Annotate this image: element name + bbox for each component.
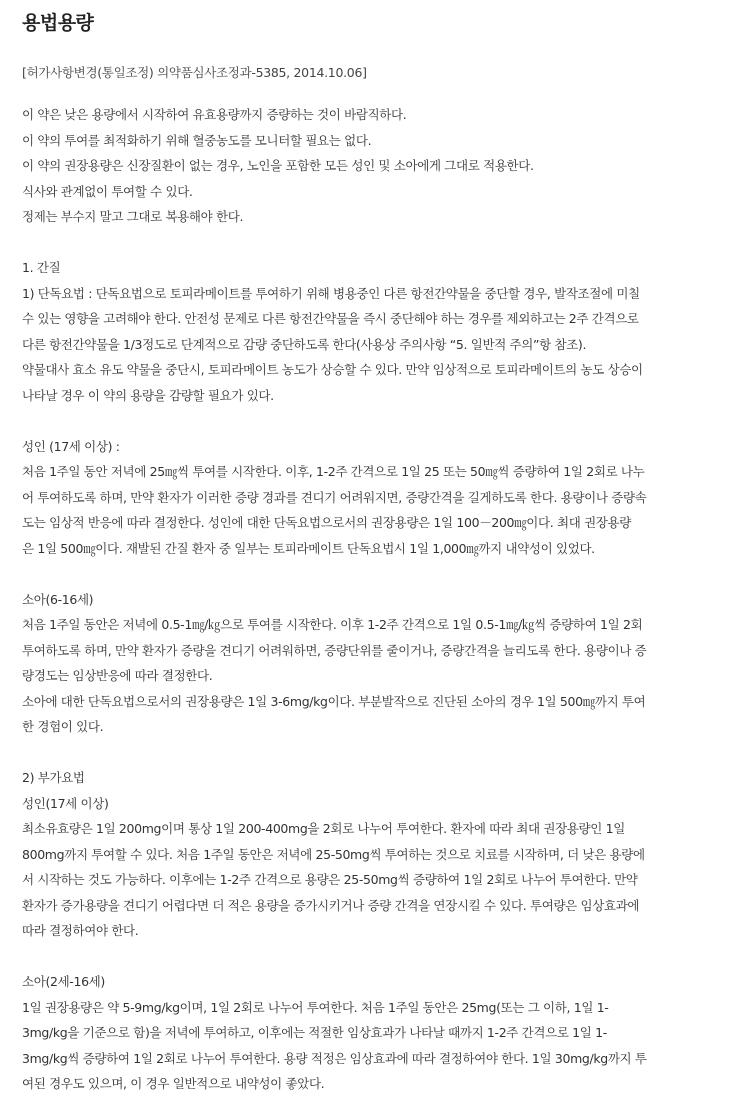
paragraph-gap — [22, 944, 724, 970]
approval-reference: [허가사항변경(통일조정) 의약품심사조정과-5385, 2014.10.06] — [22, 65, 367, 80]
adjunct-child-heading: 소아(2세-16세) — [22, 974, 105, 989]
intro-line: 이 약의 투여를 최적화하기 위해 혈중농도를 모니터할 필요는 없다. — [22, 132, 372, 148]
paragraph-gap — [22, 230, 724, 256]
adjunct-adult-heading: 성인(17세 이상) — [22, 795, 109, 811]
document-body — [22, 102, 724, 1097]
intro-line: 이 약의 권장용량은 신장질환이 없는 경우, 노인을 포함한 모든 성인 및 소아에게 그대로 적용한다. — [22, 158, 534, 173]
adjunct-adult-paragraph: 최소유효량은 1일 200mg이며 통상 1일 200-400mg을 2회로 나누어 투여한다. 환자에 따라 최대 권장용량인 1일 800mg까지 투여할 수 있다. 처음 1주일 동안은 저녁에 25-50mg씩 투여하는 것으로 치료를 시작하며, 더 낮은 용량에 서 시작하는 것도 가능하다. 이후에는 1-2주 간격으로 용량은 25-50mg씩 증량하여 1일 2회로 나누어 투여한다. 만약 환자가 증가용량을 견디기 어렵다면 더 적은 용량을 증가시키거나 증량 간격을 연장시킬 수 있다. 투여량은 임상효과에 따라 결정하여야 한다. — [22, 821, 645, 938]
adult-paragraph: 처음 1주일 동안 저녁에 25㎎씩 투여를 시작한다. 이후, 1-2주 간격으로 1일 25 또는 50㎎씩 증량하여 1일 2회로 나누 어 투여하도록 하며, 만약 환자가 이러한 증량 경과를 견디기 어려워지면, 증량간격을 길게하도록 한다. 용량이나 증량속 도는 임상적 반응에 따라 결정한다. 성인에 대한 단독요법으로서의 권장용량은 1일 100－200㎎이다. 최대 권장용량 은 1일 500㎎이다. 재발된 간질 환자 중 일부는 토피라메이트 단독요법시 1일 1,000㎎까지 내약성이 있었다. — [22, 464, 647, 556]
adult-heading: 성인 (17세 이상) : — [22, 438, 120, 454]
intro-line: 식사와 관계없이 투여할 수 있다. — [22, 183, 193, 199]
paragraph-gap — [22, 408, 724, 434]
monotherapy-paragraph: 1) 단독요법 : 단독요법으로 토피라메이트를 투여하기 위해 병용중인 다른 항전간약물을 중단할 경우, 발작조절에 미칠 수 있는 영향을 고려해야 한다. 안전성 문제로 다른 항전간약물을 즉시 중단해야 하는 경우를 제외하고는 2주 간격으로 다른 항전간약물을 1/3정도로 단계적으로 감량 중단하도록 한다(사용상 주의사항 “5. 일반적 주의”항 참조). 약물대사 효소 유도 약물을 중단시, 토피라메이트 농도가 상승할 수 있다. 만약 임상적으로 토피라메이트의 농도 상승이 나타날 경우 이 약의 용량을 감량할 필요가 있다. — [22, 285, 643, 403]
child-paragraph: 처음 1주일 동안은 저녁에 0.5-1㎎/㎏으로 투여를 시작한다. 이후 1-2주 간격으로 1일 0.5-1㎎/㎏씩 증량하여 1일 2회 투여하도록 하며, 만약 환자가 증량을 견디기 어려워하면, 증량단위를 줄이거나, 증량간격을 늘리도록 한다. 용량이나 증 량경도는 임상반응에 따라 결정한다. 소아에 대한 단독요법으로서의 권장용량은 1일 3-6mg/kg이다. 부분발작으로 진단된 소아의 경우 1일 500㎎까지 투여 한 경험이 있다. — [22, 617, 647, 734]
paragraph-gap — [22, 561, 724, 587]
child-heading: 소아(6-16세) — [22, 591, 94, 607]
section-heading-epilepsy: 1. 간질 — [22, 260, 61, 275]
page-title: 용법용량 — [22, 12, 94, 34]
intro-line: 이 약은 낮은 용량에서 시작하여 유효용량까지 증량하는 것이 바람직하다. — [22, 107, 407, 122]
intro-line: 정제는 부수지 말고 그대로 복용해야 한다. — [22, 209, 244, 224]
adjunct-child-paragraph: 1일 권장용량은 약 5-9mg/kg이며, 1일 2회로 나누어 투여한다. 처음 1주일 동안은 25mg(또는 그 이하, 1일 1- 3mg/kg을 기준으로 함)을 저녁에 투여하고, 이후에는 적절한 임상효과가 나타날 때까지 1-2주 간격으로 1일 1- 3mg/kg씩 증량하여 1일 2회로 나누어 투여한다. 용량 적정은 임상효과에 따라 결정하여야 한다. 1일 30mg/kg까지 투 여된 경우도 있으며, 이 경우 일반적으로 내약성이 좋았다. — [22, 999, 647, 1091]
adjunct-heading: 2) 부가요법 — [22, 770, 85, 785]
paragraph-gap — [22, 740, 724, 766]
